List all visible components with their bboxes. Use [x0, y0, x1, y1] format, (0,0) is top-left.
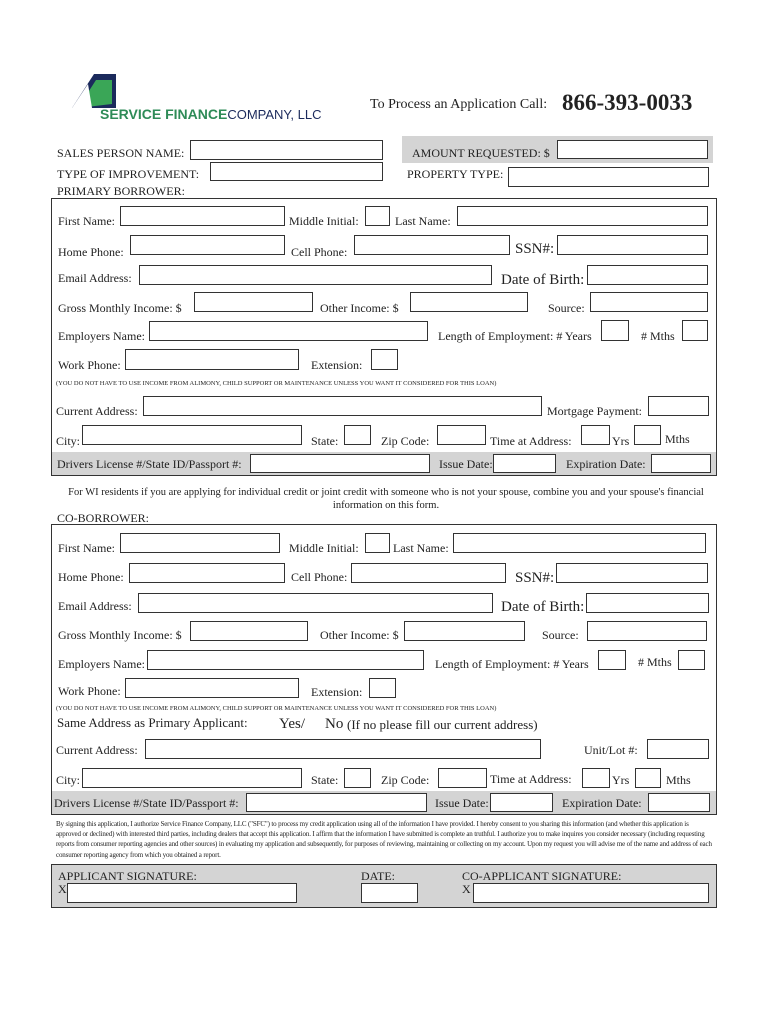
last-name-label: Last Name: — [395, 214, 451, 228]
employers-name-input[interactable] — [149, 321, 428, 341]
co-source-input[interactable] — [587, 621, 707, 641]
co-work-phone-input[interactable] — [125, 678, 299, 698]
extension-label: Extension: — [311, 358, 363, 372]
co-extension-label: Extension: — [311, 685, 363, 699]
property-type-label: PROPERTY TYPE: — [407, 167, 504, 181]
improvement-type-label: TYPE OF IMPROVEMENT: — [57, 167, 200, 181]
cell-phone-label: Cell Phone: — [291, 245, 348, 259]
logo-text-bold: SERVICE FINANCE — [100, 106, 228, 122]
co-first-name-input[interactable] — [120, 533, 280, 553]
home-phone-input[interactable] — [130, 235, 285, 255]
same-address-no[interactable]: No — [325, 716, 344, 732]
state-label: State: — [311, 434, 339, 448]
co-home-phone-label: Home Phone: — [58, 570, 124, 584]
applicant-signature-input[interactable] — [67, 883, 297, 903]
amount-requested-input[interactable] — [557, 140, 708, 159]
sales-person-input[interactable] — [190, 140, 383, 160]
co-state-label: State: — [311, 773, 339, 787]
primary-borrower-title: PRIMARY BORROWER: — [57, 184, 185, 198]
city-input[interactable] — [82, 425, 302, 445]
zip-label: Zip Code: — [381, 434, 430, 448]
dob-label: Date of Birth: — [501, 272, 585, 288]
length-employment-label: Length of Employment: # Years — [438, 329, 592, 343]
co-zip-input[interactable] — [438, 768, 487, 788]
applicant-signature-label: APPLICANT SIGNATURE: — [58, 869, 197, 883]
co-cell-phone-input[interactable] — [351, 563, 506, 583]
middle-initial-input[interactable] — [365, 206, 390, 226]
work-phone-label: Work Phone: — [58, 358, 121, 372]
co-years-employed-input[interactable] — [598, 650, 626, 670]
co-time-at-address-label: Time at Address: — [490, 772, 572, 786]
co-email-label: Email Address: — [58, 599, 132, 613]
co-alimony-note: (YOU DO NOT HAVE TO USE INCOME FROM ALIMONY, CHILD SUPPORT OR MAINTENANCE UNLESS YOU WANT IT CONSIDERED FOR THIS LOAN) — [56, 705, 497, 712]
email-label: Email Address: — [58, 271, 132, 285]
co-other-income-input[interactable] — [404, 621, 525, 641]
co-months-at-address-input[interactable] — [635, 768, 661, 788]
co-employers-name-label: Employers Name: — [58, 657, 145, 671]
co-applicant-signature-input[interactable] — [473, 883, 709, 903]
extension-input[interactable] — [371, 349, 398, 370]
months-employed-input[interactable] — [682, 320, 708, 341]
co-issue-date-label: Issue Date: — [435, 796, 489, 810]
co-middle-initial-label: Middle Initial: — [289, 541, 359, 555]
co-city-label: City: — [56, 773, 81, 787]
co-years-label: Yrs — [612, 773, 630, 787]
issue-date-input[interactable] — [493, 454, 556, 473]
co-work-phone-label: Work Phone: — [58, 684, 121, 698]
middle-initial-label: Middle Initial: — [289, 214, 359, 228]
co-current-address-label: Current Address: — [56, 743, 138, 757]
mortgage-payment-input[interactable] — [648, 396, 709, 416]
co-extension-input[interactable] — [369, 678, 396, 698]
co-months-employed-label: # Mths — [638, 655, 672, 669]
zip-input[interactable] — [437, 425, 486, 445]
co-cell-phone-label: Cell Phone: — [291, 570, 348, 584]
issue-date-label: Issue Date: — [439, 457, 493, 471]
phone-number: 866-393-0033 — [562, 90, 693, 115]
time-at-address-label: Time at Address: — [490, 434, 572, 448]
drivers-license-input[interactable] — [250, 454, 430, 473]
improvement-type-input[interactable] — [210, 162, 383, 181]
sales-person-label: SALES PERSON NAME: — [57, 146, 185, 160]
co-last-name-label: Last Name: — [393, 541, 449, 555]
co-first-name-label: First Name: — [58, 541, 115, 555]
co-gross-income-label: Gross Monthly Income: $ — [58, 628, 182, 642]
expiration-date-input[interactable] — [651, 454, 711, 473]
call-label: To Process an Application Call: — [370, 97, 548, 112]
amount-requested-label: AMOUNT REQUESTED: $ — [412, 146, 550, 160]
co-borrower-title: CO-BORROWER: — [57, 511, 150, 525]
unit-lot-label: Unit/Lot #: — [584, 743, 638, 757]
company-logo — [70, 72, 320, 128]
co-ssn-input[interactable] — [556, 563, 708, 583]
employers-name-label: Employers Name: — [58, 329, 145, 343]
logo-mark-icon — [72, 74, 116, 108]
co-current-address-input[interactable] — [145, 739, 541, 759]
ssn-input[interactable] — [557, 235, 708, 255]
co-home-phone-input[interactable] — [129, 563, 285, 583]
cell-phone-input[interactable] — [354, 235, 510, 255]
co-other-income-label: Other Income: $ — [320, 628, 399, 642]
home-phone-label: Home Phone: — [58, 245, 124, 259]
years-at-address-input[interactable] — [581, 425, 610, 445]
other-income-label: Other Income: $ — [320, 301, 399, 315]
co-expiration-date-label: Expiration Date: — [562, 796, 642, 810]
co-email-input[interactable] — [138, 593, 493, 613]
applicant-x-mark: X — [58, 882, 67, 896]
ssn-label: SSN#: — [515, 241, 555, 257]
same-address-note: (If no please fill our current address) — [347, 717, 538, 732]
co-months-employed-input[interactable] — [678, 650, 705, 670]
years-employed-input[interactable] — [601, 320, 629, 341]
date-label: DATE: — [361, 869, 395, 883]
co-ssn-label: SSN#: — [515, 570, 555, 586]
state-input[interactable] — [344, 425, 371, 445]
co-source-label: Source: — [542, 628, 579, 642]
drivers-license-label: Drivers License #/State ID/Passport #: — [57, 457, 242, 471]
dob-input[interactable] — [587, 265, 708, 285]
wi-residents-note: For WI residents if you are applying for individual credit or joint credit with someone who is not your spouse, combine you and your spouse's financial information on this form. — [68, 487, 704, 511]
co-applicant-signature-label: CO-APPLICANT SIGNATURE: — [462, 869, 622, 883]
source-label: Source: — [548, 301, 585, 315]
co-city-input[interactable] — [82, 768, 302, 788]
alimony-note: (YOU DO NOT HAVE TO USE INCOME FROM ALIMONY, CHILD SUPPORT OR MAINTENANCE UNLESS YOU WANT IT CONSIDERED FOR THIS LOAN) — [56, 380, 497, 387]
months-employed-label: # Mths — [641, 329, 675, 343]
co-issue-date-input[interactable] — [490, 793, 553, 812]
months-at-address-input[interactable] — [634, 425, 661, 445]
co-drivers-license-label: Drivers License #/State ID/Passport #: — [54, 796, 239, 810]
current-address-label: Current Address: — [56, 404, 138, 418]
gross-income-input[interactable] — [194, 292, 313, 312]
mortgage-payment-label: Mortgage Payment: — [547, 404, 642, 418]
same-address-yes[interactable]: Yes/ — [279, 716, 305, 732]
co-middle-initial-input[interactable] — [365, 533, 390, 553]
co-length-employment-label: Length of Employment: # Years — [435, 657, 589, 671]
co-applicant-x-mark: X — [462, 882, 471, 896]
logo-text-light: COMPANY, LLC — [227, 107, 322, 122]
current-address-input[interactable] — [143, 396, 542, 416]
years-label: Yrs — [612, 434, 630, 448]
co-months-label: Mths — [666, 773, 691, 787]
first-name-input[interactable] — [120, 206, 285, 226]
co-expiration-date-input[interactable] — [648, 793, 710, 812]
source-input[interactable] — [590, 292, 708, 312]
date-input[interactable] — [361, 883, 418, 903]
co-state-input[interactable] — [344, 768, 371, 788]
property-type-input[interactable] — [508, 167, 709, 187]
city-label: City: — [56, 434, 81, 448]
first-name-label: First Name: — [58, 214, 115, 228]
last-name-input[interactable] — [457, 206, 708, 226]
co-dob-label: Date of Birth: — [501, 599, 585, 615]
same-address-label: Same Address as Primary Applicant: — [57, 715, 248, 730]
co-last-name-input[interactable] — [453, 533, 706, 553]
co-dob-input[interactable] — [586, 593, 709, 613]
months-label: Mths — [665, 432, 690, 446]
unit-lot-input[interactable] — [647, 739, 709, 759]
other-income-input[interactable] — [410, 292, 528, 312]
co-zip-label: Zip Code: — [381, 773, 430, 787]
co-employers-name-input[interactable] — [147, 650, 424, 670]
co-gross-income-input[interactable] — [190, 621, 308, 641]
expiration-date-label: Expiration Date: — [566, 457, 646, 471]
work-phone-input[interactable] — [125, 349, 299, 370]
email-input[interactable] — [139, 265, 492, 285]
co-years-at-address-input[interactable] — [582, 768, 610, 788]
co-drivers-license-input[interactable] — [246, 793, 427, 812]
consent-text: By signing this application, I authorize Service Finance Company, LLC ("SFC") to process my credit application using all of the information I have provided. I hereby consent to you sharing this information (and whether this application is approved or declined) with interested third parties, including dealers that accept this application. I affirm that the information I have submitted is complete an truthful. I authorize you to make inquires you consider necessary (including requesting reports from consumer reporting agencies and other sources) in evaluating my application and subsequently, for purposes of reviewing, maintaining or collecting on my account. Upon my request you will advise me of the name and address of each consumer reporting agency from which you obtained a report. — [56, 820, 712, 859]
gross-income-label: Gross Monthly Income: $ — [58, 301, 182, 315]
